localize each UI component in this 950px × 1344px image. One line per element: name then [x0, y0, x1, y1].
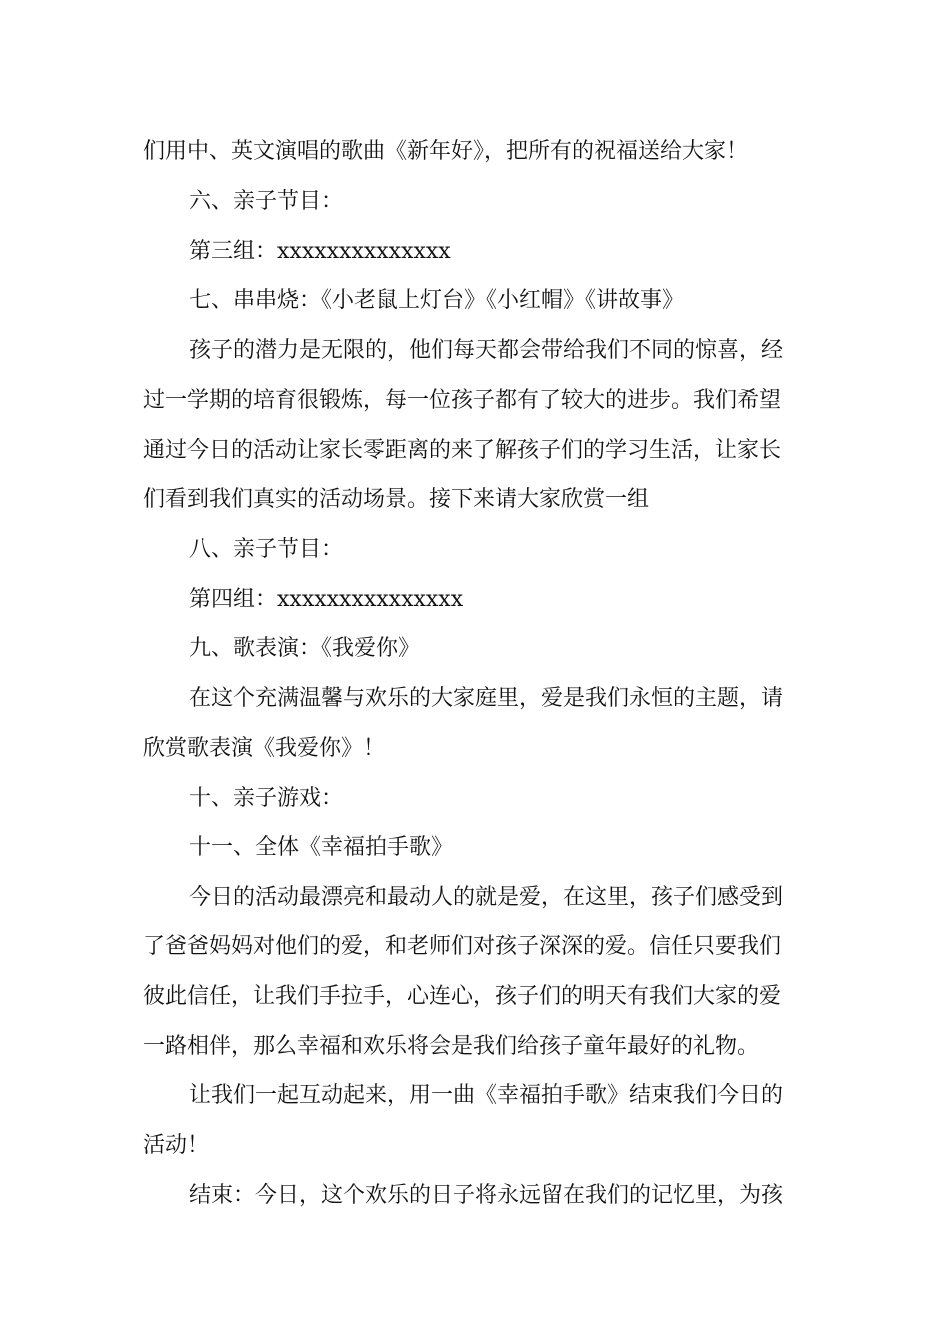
text-line: 欣赏歌表演《我爱你》！: [143, 736, 386, 761]
text-line: 过一学期的培育很锻炼，每一位孩子都有了较大的进步。我们希望: [143, 388, 782, 413]
section-heading: 七、串串烧：《小老鼠上灯台》《小红帽》《讲故事》: [189, 288, 685, 313]
section-heading: 十、亲子游戏：: [189, 786, 344, 811]
section-heading: 八、亲子节目：: [189, 537, 344, 562]
text-line: 通过今日的活动让家长零距离的来了解孩子们的学习生活，让家长: [143, 438, 782, 463]
text-line: 活动！: [143, 1133, 210, 1158]
section-heading: 六、亲子节目：: [189, 189, 344, 214]
text-line: 们看到我们真实的活动场景。接下来请大家欣赏一组: [143, 487, 650, 512]
text-line: 彼此信任，让我们手拉手，心连心，孩子们的明天有我们大家的爱: [143, 984, 782, 1009]
text-line: 今日的活动最漂亮和最动人的就是爱，在这里，孩子们感受到: [189, 885, 784, 910]
text-line: 们用中、英文演唱的歌曲《新年好》，把所有的祝福送给大家！: [143, 139, 749, 164]
text-line: 了爸爸妈妈对他们的爱，和老师们对孩子深深的爱。信任只要我们: [143, 934, 782, 959]
text-line: 让我们一起互动起来，用一曲《幸福拍手歌》结束我们今日的: [189, 1083, 784, 1108]
text-line: 结束：今日，这个欢乐的日子将永远留在我们的记忆里，为孩: [189, 1183, 784, 1208]
text-line: 第四组：xxxxxxxxxxxxxxx: [189, 587, 464, 612]
text-line: 第三组：xxxxxxxxxxxxxx: [189, 239, 451, 264]
section-heading: 九、歌表演：《我爱你》: [189, 636, 421, 661]
section-heading: 十一、全体《幸福拍手歌》: [189, 835, 454, 860]
text-line: 孩子的潜力是无限的，他们每天都会带给我们不同的惊喜，经: [189, 338, 784, 363]
text-line: 一路相伴，那么幸福和欢乐将会是我们给孩子童年最好的礼物。: [143, 1034, 760, 1059]
text-line: 在这个充满温馨与欢乐的大家庭里，爱是我们永恒的主题，请: [189, 686, 784, 711]
